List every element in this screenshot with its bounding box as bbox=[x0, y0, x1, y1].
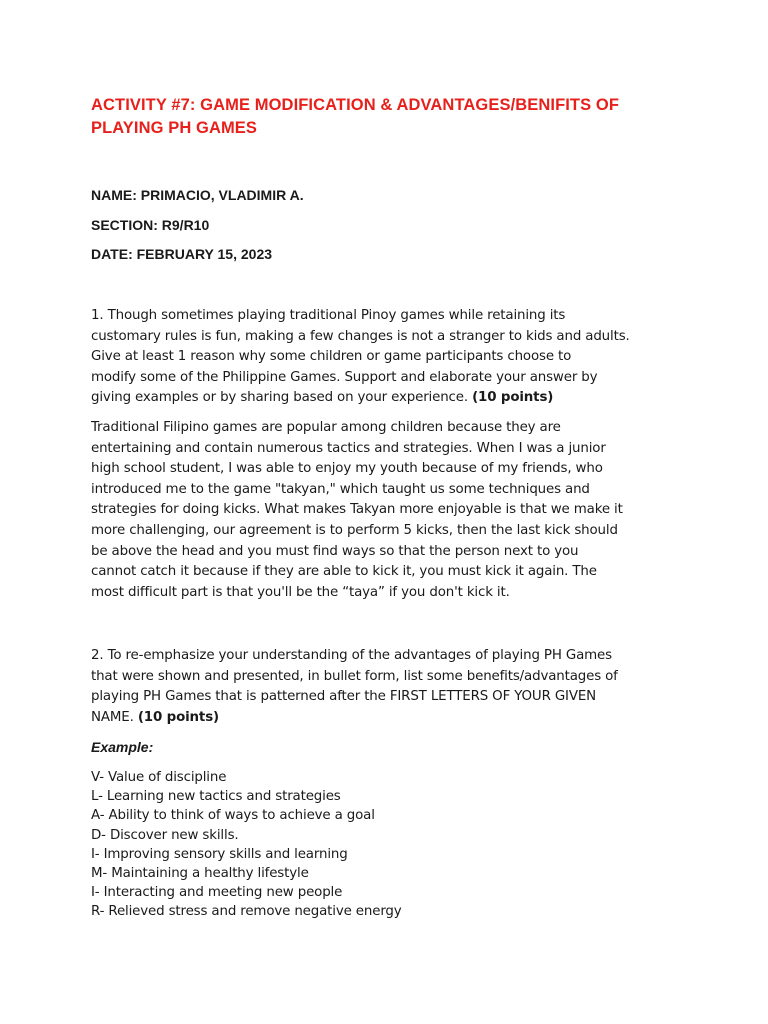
answer-1-line: Traditional Filipino games are popular among children because they are bbox=[91, 420, 561, 435]
question-1-line: 1. Though sometimes playing traditional Pinoy games while retaining its bbox=[91, 308, 566, 323]
question-2 bbox=[91, 646, 691, 728]
student-section: SECTION: R9/R10 bbox=[91, 217, 210, 233]
question-1-last-text: giving examples or by sharing based on your experience. bbox=[91, 390, 473, 406]
answer-1-line: cannot catch it because if they are able to kick it, you must kick it again. The bbox=[91, 564, 597, 580]
answer-1-line: introduced me to the game "takyan," which taught us some techniques and bbox=[91, 481, 590, 497]
list-item: I- Interacting and meeting new people bbox=[91, 885, 343, 901]
activity-title-line-1: ACTIVITY #7: GAME MODIFICATION & ADVANTAGES/BENIFITS OF bbox=[91, 96, 620, 114]
question-2-line: that were shown and presented, in bullet form, list some benefits/advantages of bbox=[91, 668, 618, 684]
list-item: A- Ability to think of ways to achieve a goal bbox=[91, 808, 375, 824]
list-item: L- Learning new tactics and strategies bbox=[91, 789, 341, 805]
list-item: V- Value of discipline bbox=[91, 770, 227, 785]
question-1 bbox=[91, 306, 691, 409]
list-item: I- Improving sensory skills and learning bbox=[91, 846, 348, 862]
list-item: D- Discover new skills. bbox=[91, 827, 239, 843]
activity-title bbox=[91, 94, 691, 140]
question-1-line: modify some of the Philippine Games. Support and elaborate your answer by bbox=[91, 369, 598, 385]
example-list bbox=[91, 768, 402, 922]
answer-1-line: more challenging, our agreement is to perform 5 kicks, then the last kick should bbox=[91, 522, 618, 538]
question-2-line bbox=[91, 708, 691, 729]
question-1-line bbox=[91, 388, 691, 409]
question-2-points: (10 points) bbox=[137, 709, 219, 725]
submission-date: DATE: FEBRUARY 15, 2023 bbox=[91, 246, 273, 262]
list-item: R- Relieved stress and remove negative energy bbox=[91, 904, 402, 920]
question-1-points: (10 points) bbox=[472, 390, 554, 406]
list-item: M- Maintaining a healthy lifestyle bbox=[91, 866, 309, 882]
answer-1-line: entertaining and contain numerous tactics and strategies. When I was a junior bbox=[91, 440, 606, 456]
answer-1 bbox=[91, 418, 691, 603]
question-2-line: playing PH Games that is patterned after the FIRST LETTERS OF YOUR GIVEN bbox=[91, 689, 597, 705]
question-1-line: customary rules is fun, making a few changes is not a stranger to kids and adults. bbox=[91, 328, 630, 344]
question-2-line: 2. To re-emphasize your understanding of the advantages of playing PH Games bbox=[91, 648, 612, 663]
question-1-line: Give at least 1 reason why some children or game participants choose to bbox=[91, 349, 572, 365]
example-label: Example: bbox=[91, 739, 154, 755]
answer-1-line: strategies for doing kicks. What makes Takyan more enjoyable is that we make it bbox=[91, 502, 623, 518]
answer-1-line: high school student, I was able to enjoy my youth because of my friends, who bbox=[91, 461, 603, 477]
activity-title-line-2: PLAYING PH GAMES bbox=[91, 119, 258, 137]
question-2-last-text: NAME. bbox=[91, 709, 138, 725]
answer-1-line: be above the head and you must find ways so that the person next to you bbox=[91, 543, 579, 559]
student-name: NAME: PRIMACIO, VLADIMIR A. bbox=[91, 187, 304, 203]
answer-1-line: most difficult part is that you'll be the “taya” if you don't kick it. bbox=[91, 584, 510, 600]
